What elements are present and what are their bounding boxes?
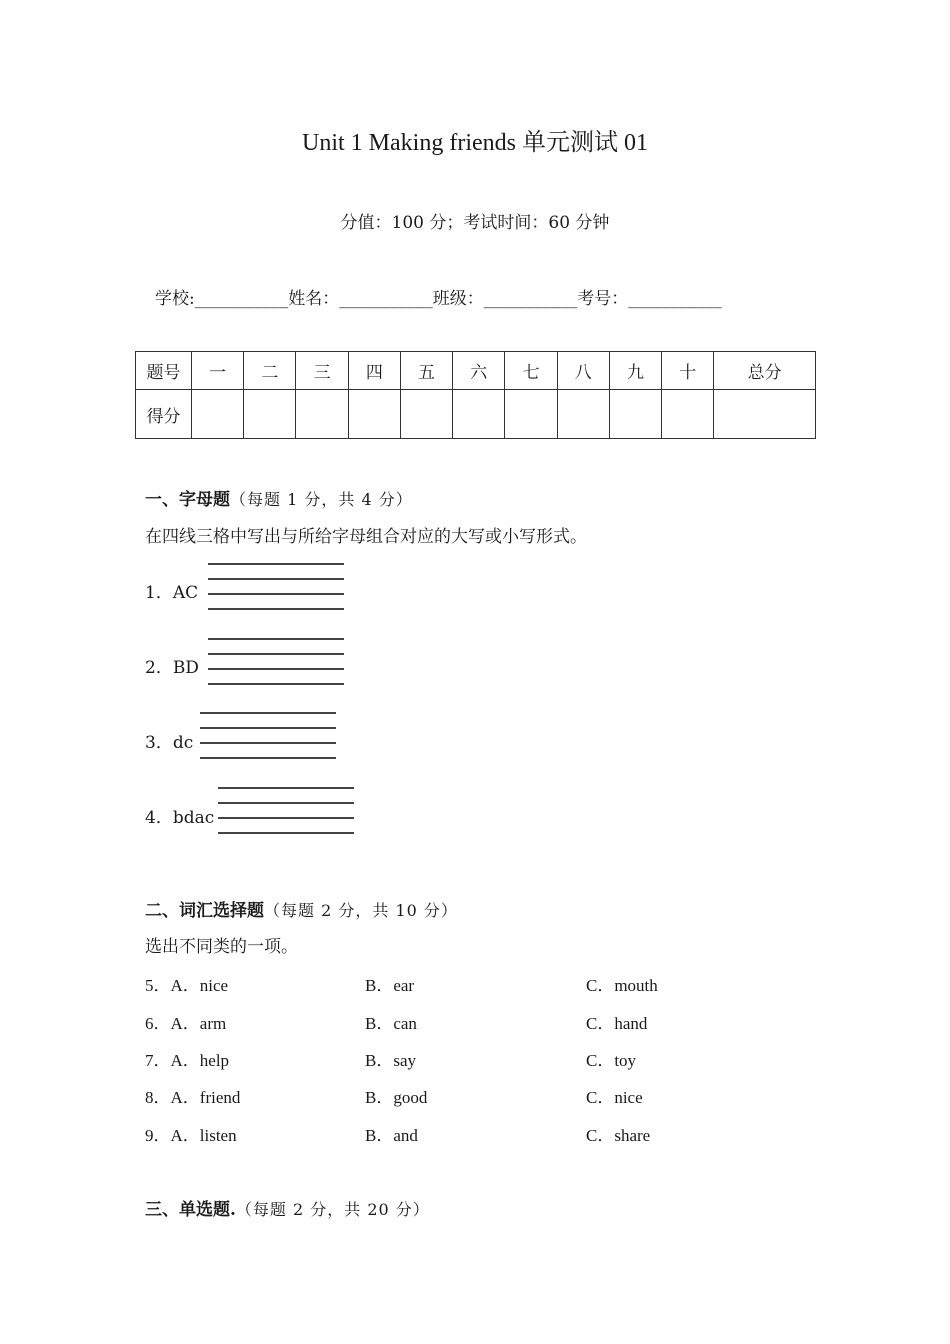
four-line-grid-4[interactable] <box>218 787 354 835</box>
question-5-option-b[interactable]: B．ear <box>365 976 415 995</box>
question-9-option-c[interactable]: C．share <box>586 1126 651 1145</box>
score-input-cell[interactable] <box>662 390 714 439</box>
score-table-cell: 九 <box>609 352 661 390</box>
score-input-cell[interactable] <box>192 390 244 439</box>
section1-heading <box>145 485 413 510</box>
score-input-cell[interactable] <box>505 390 557 439</box>
question-3-label: 3．dc <box>145 733 194 753</box>
question-5-option-a[interactable]: 5．A．nice <box>145 976 229 995</box>
section1-note: （每题 1 分，共 4 分） <box>230 490 413 509</box>
score-table <box>135 351 816 439</box>
score-input-cell[interactable] <box>609 390 661 439</box>
score-table-cell: 五 <box>400 352 452 390</box>
score-table-header-row <box>136 352 816 390</box>
question-6-option-b[interactable]: B．can <box>365 1014 417 1033</box>
question-7-option-a[interactable]: 7．A．help <box>145 1051 230 1070</box>
section3-note: （每题 2 分，共 20 分） <box>235 1200 430 1219</box>
student-info-line: 学校:___________姓名：___________班级：___________考号：___________ <box>155 289 722 309</box>
four-line-grid-2[interactable] <box>208 638 344 686</box>
score-time-info: 分值：100 分；考试时间：60 分钟 <box>340 213 610 233</box>
question-5-option-c[interactable]: C．mouth <box>586 976 658 995</box>
section2-heading <box>145 896 458 921</box>
score-table-cell: 一 <box>192 352 244 390</box>
score-table-cell: 十 <box>662 352 714 390</box>
question-9-option-a[interactable]: 9．A．listen <box>145 1126 237 1145</box>
score-table-cell: 三 <box>296 352 348 390</box>
section2-title: 二、词汇选择题 <box>145 901 264 921</box>
section3-heading <box>145 1195 430 1220</box>
page-title: Unit 1 Making friends 单元测试 01 <box>302 130 648 156</box>
question-8-option-b[interactable]: B．good <box>365 1088 428 1107</box>
section1-title: 一、字母题 <box>145 490 230 510</box>
score-input-cell[interactable] <box>244 390 296 439</box>
section1-instruction: 在四线三格中写出与所给字母组合对应的大写或小写形式。 <box>145 527 587 547</box>
section2-note: （每题 2 分，共 10 分） <box>264 901 458 920</box>
score-table-cell: 七 <box>505 352 557 390</box>
question-8-option-a[interactable]: 8．A．friend <box>145 1088 241 1107</box>
score-input-cell[interactable] <box>296 390 348 439</box>
score-table-score-row <box>136 390 816 439</box>
section3-title: 三、单选题. <box>145 1200 236 1220</box>
score-table-cell: 得分 <box>136 390 192 439</box>
question-1-label: 1．AC <box>145 583 199 603</box>
score-input-cell[interactable] <box>714 390 816 439</box>
score-table-cell: 二 <box>244 352 296 390</box>
question-9-option-b[interactable]: B．and <box>365 1126 418 1145</box>
four-line-grid-3[interactable] <box>200 712 336 760</box>
question-6-option-c[interactable]: C．hand <box>586 1014 648 1033</box>
section2-instruction: 选出不同类的一项。 <box>145 937 298 957</box>
score-input-cell[interactable] <box>557 390 609 439</box>
score-input-cell[interactable] <box>400 390 452 439</box>
question-2-label: 2．BD <box>145 658 199 678</box>
score-table-cell: 四 <box>348 352 400 390</box>
score-table-cell: 八 <box>557 352 609 390</box>
score-input-cell[interactable] <box>348 390 400 439</box>
question-4-label: 4．bdac <box>145 808 215 828</box>
question-8-option-c[interactable]: C．nice <box>586 1088 643 1107</box>
score-input-cell[interactable] <box>453 390 505 439</box>
score-table-cell: 六 <box>453 352 505 390</box>
four-line-grid-1[interactable] <box>208 563 344 611</box>
score-table-cell: 总分 <box>714 352 816 390</box>
question-7-option-c[interactable]: C．toy <box>586 1051 637 1070</box>
question-7-option-b[interactable]: B．say <box>365 1051 416 1070</box>
question-6-option-a[interactable]: 6．A．arm <box>145 1014 227 1033</box>
score-table-cell: 题号 <box>136 352 192 390</box>
